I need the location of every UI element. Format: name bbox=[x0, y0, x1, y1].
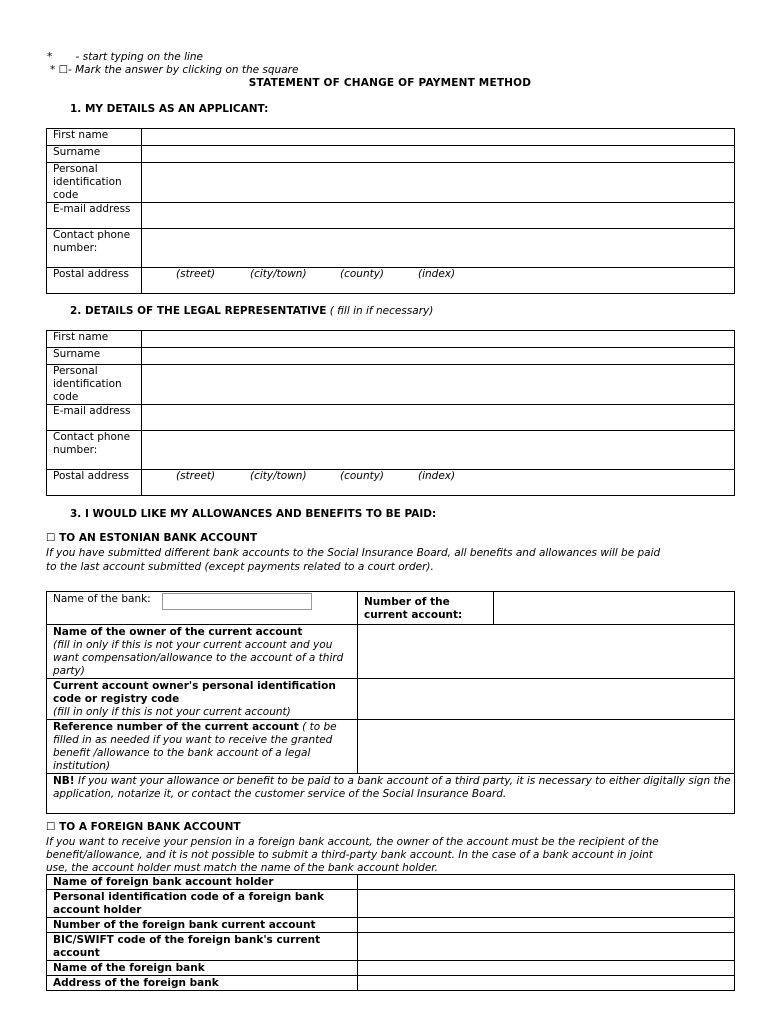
reference-label: Reference number of the current account bbox=[53, 721, 299, 733]
bank-name-label: Name of the bank: bbox=[53, 593, 151, 605]
estonian-intro-2: to the last account submitted (except payments related to a court order). bbox=[46, 561, 434, 573]
owner-note: (fill in only if this is not your current account and you want compensation/allowance to the account of a third party) bbox=[53, 639, 344, 677]
addr-index: (index) bbox=[418, 470, 456, 482]
owner-code-label: Current account owner's personal identification code or registry code bbox=[53, 680, 336, 705]
rep-surname-field[interactable] bbox=[142, 348, 735, 365]
account-number-field[interactable] bbox=[494, 592, 735, 625]
owner-code-note: (fill in only if this is not your current account) bbox=[53, 706, 291, 718]
foreign-holder-code-field[interactable] bbox=[358, 890, 735, 918]
label-surname: Surname bbox=[47, 146, 142, 163]
estonian-intro-1: If you have submitted different bank accounts to the Social Insurance Board, all benefits and allowances will be paid bbox=[46, 547, 661, 559]
account-number-label-2: current account: bbox=[364, 609, 463, 621]
nb-text: If you want your allowance or benefit to be paid to a bank account of a third party, it is necessary to either digitally sign the application, notarize it, or contact the customer service of the Social Insurance Board. bbox=[53, 775, 731, 800]
label-personal-code: Personal identification code bbox=[47, 365, 142, 405]
representative-table bbox=[46, 330, 735, 496]
label-first-name: First name bbox=[47, 129, 142, 146]
section2-note: ( fill in if necessary) bbox=[329, 305, 434, 317]
owner-code-label-cell bbox=[47, 679, 358, 720]
foreign-intro-2: benefit/allowance, and it is not possible to submit a third-party bank account. In the case of a bank account in joint bbox=[46, 849, 653, 861]
owner-name-field[interactable] bbox=[358, 625, 735, 679]
foreign-bank-address-field[interactable] bbox=[358, 976, 735, 991]
label-postal-address: Postal address bbox=[47, 268, 142, 294]
rep-phone-field[interactable] bbox=[142, 431, 735, 470]
nb-label: NB! bbox=[53, 775, 75, 787]
nb-cell bbox=[47, 774, 735, 814]
hint-line-2: * ☐- Mark the answer by clicking on the square bbox=[50, 64, 299, 76]
addr-street: (street) bbox=[176, 268, 216, 280]
foreign-bank-address-label: Address of the foreign bank bbox=[47, 976, 358, 991]
hint-type-text: - start typing on the line bbox=[75, 51, 204, 63]
foreign-bic-field[interactable] bbox=[358, 933, 735, 961]
foreign-intro-3: use, the account holder must match the name of the bank account holder. bbox=[46, 862, 438, 874]
rep-postal-address-field[interactable] bbox=[142, 470, 735, 496]
foreign-bank-name-label: Name of the foreign bank bbox=[47, 961, 358, 976]
estonian-bank-table bbox=[46, 591, 735, 814]
addr-city: (city/town) bbox=[250, 470, 307, 482]
label-personal-code: Personal identification code bbox=[47, 163, 142, 203]
label-email: E-mail address bbox=[47, 405, 142, 431]
label-first-name: First name bbox=[47, 331, 142, 348]
foreign-holder-field[interactable] bbox=[358, 875, 735, 890]
foreign-account-number-label: Number of the foreign bank current account bbox=[47, 918, 358, 933]
rep-personal-code-field[interactable] bbox=[142, 365, 735, 405]
label-postal-address: Postal address bbox=[47, 470, 142, 496]
estonian-bank-checkbox[interactable]: ☐ TO AN ESTONIAN BANK ACCOUNT bbox=[46, 532, 258, 544]
owner-label-cell bbox=[47, 625, 358, 679]
addr-index: (index) bbox=[418, 268, 456, 280]
foreign-holder-label: Name of foreign bank account holder bbox=[47, 875, 358, 890]
foreign-intro-1: If you want to receive your pension in a foreign bank account, the owner of the account must be the recipient of the bbox=[46, 836, 659, 848]
rep-email-field[interactable] bbox=[142, 405, 735, 431]
applicant-first-name-field[interactable] bbox=[142, 129, 735, 146]
section3-heading: 3. I WOULD LIKE MY ALLOWANCES AND BENEFITS TO BE PAID: bbox=[70, 508, 437, 520]
rep-first-name-field[interactable] bbox=[142, 331, 735, 348]
section2-heading: 2. DETAILS OF THE LEGAL REPRESENTATIVE bbox=[70, 305, 327, 317]
addr-city: (city/town) bbox=[250, 268, 307, 280]
label-surname: Surname bbox=[47, 348, 142, 365]
label-phone: Contact phone number: bbox=[47, 431, 142, 470]
foreign-bank-checkbox[interactable]: ☐ TO A FOREIGN BANK ACCOUNT bbox=[46, 821, 241, 833]
foreign-bic-label: BIC/SWIFT code of the foreign bank's current account bbox=[47, 933, 358, 961]
owner-code-field[interactable] bbox=[358, 679, 735, 720]
addr-street: (street) bbox=[176, 470, 216, 482]
reference-label-cell bbox=[47, 720, 358, 774]
addr-county: (county) bbox=[340, 470, 385, 482]
section2-heading-line bbox=[70, 305, 433, 317]
owner-label: Name of the owner of the current account bbox=[53, 626, 303, 638]
applicant-phone-field[interactable] bbox=[142, 229, 735, 268]
foreign-account-number-field[interactable] bbox=[358, 918, 735, 933]
label-email: E-mail address bbox=[47, 203, 142, 229]
applicant-personal-code-field[interactable] bbox=[142, 163, 735, 203]
foreign-holder-code-label: Personal identification code of a foreign bank account holder bbox=[47, 890, 358, 918]
bank-name-input[interactable] bbox=[162, 593, 312, 610]
applicant-table bbox=[46, 128, 735, 294]
reference-note: ( to be filled in as needed if you want to receive the granted benefit /allowance to the bank account of a legal institution) bbox=[53, 721, 337, 772]
addr-county: (county) bbox=[340, 268, 385, 280]
account-number-label-1: Number of the bbox=[364, 596, 450, 608]
hint-line-1 bbox=[47, 51, 203, 63]
foreign-bank-name-field[interactable] bbox=[358, 961, 735, 976]
account-number-label bbox=[358, 592, 494, 625]
foreign-bank-table bbox=[46, 874, 735, 991]
reference-field[interactable] bbox=[358, 720, 735, 774]
page-title: STATEMENT OF CHANGE OF PAYMENT METHOD bbox=[248, 77, 532, 89]
label-phone: Contact phone number: bbox=[47, 229, 142, 268]
section1-heading: 1. MY DETAILS AS AN APPLICANT: bbox=[70, 103, 269, 115]
applicant-postal-address-field[interactable] bbox=[142, 268, 735, 294]
applicant-surname-field[interactable] bbox=[142, 146, 735, 163]
hint-star: * bbox=[47, 51, 53, 63]
applicant-email-field[interactable] bbox=[142, 203, 735, 229]
